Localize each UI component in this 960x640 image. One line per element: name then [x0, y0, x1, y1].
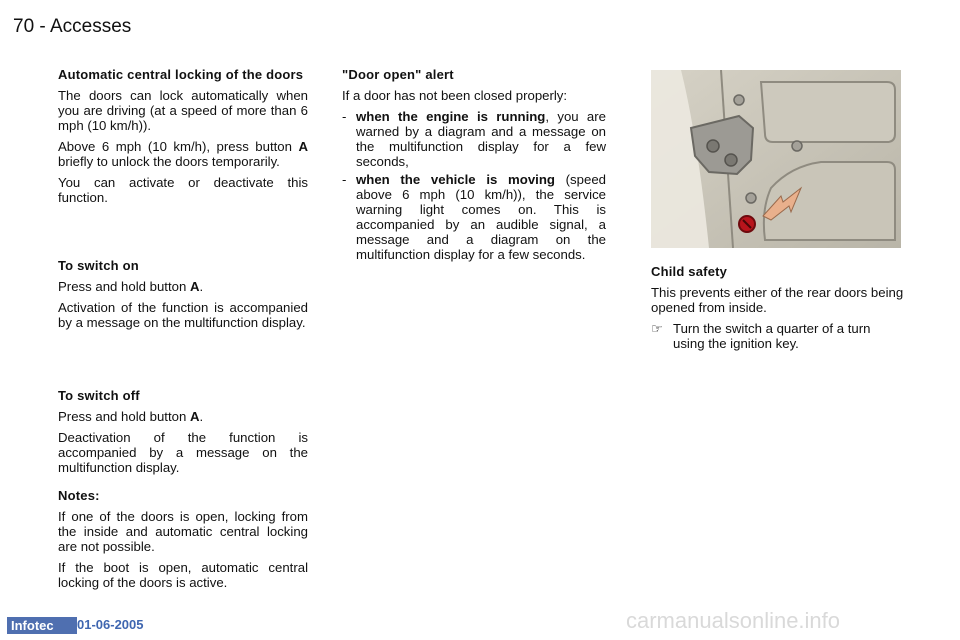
- text: , you are warned by a diagram and a message on the multifunction display for a few seconds,: [356, 109, 606, 169]
- list-item-text: [356, 109, 606, 169]
- paragraph: Deactivation of the function is accompanied by a message on the multifunction display.: [58, 430, 308, 475]
- notes-section: [58, 488, 308, 596]
- footer-date: 01-06-2005: [77, 617, 144, 632]
- dash: -: [342, 109, 347, 124]
- bold-text: when the engine is running: [356, 109, 546, 124]
- door-open-heading: "Door open" alert: [342, 67, 454, 82]
- door-open-alert-section: [342, 67, 606, 265]
- paragraph: Activation of the function is accompanied by a message on the multifunction display.: [58, 300, 308, 330]
- notes-heading: Notes:: [58, 488, 100, 503]
- list-item: [342, 172, 606, 262]
- central-locking-section: [58, 67, 308, 211]
- bold-text: when the vehicle is moving: [356, 172, 555, 187]
- paragraph: This prevents either of the rear doors being opened from inside.: [651, 285, 904, 315]
- page-title: 70 - Accesses: [13, 16, 132, 37]
- screw: [746, 193, 756, 203]
- list-item-text: Turn the switch a quarter of a turn using the ignition key.: [673, 321, 871, 351]
- screw: [792, 141, 802, 151]
- screw: [725, 154, 737, 166]
- footer-brand-badge: [7, 617, 77, 634]
- switch-on-section: [58, 258, 308, 336]
- watermark: carmanualsonline.info: [626, 608, 841, 633]
- text: Above 6 mph (10 km/h), press button: [58, 139, 292, 154]
- footer-brand: Infotec: [11, 618, 54, 633]
- pointing-hand-icon: ☞: [651, 321, 663, 336]
- list-item: [342, 109, 606, 169]
- paragraph: The doors can lock automatically when you are driving (at a speed of more than 6 mph (10 km/h)).: [58, 88, 308, 133]
- upper-recess: [761, 82, 895, 142]
- text: (speed above 6 mph (10 km/h)), the service warning light comes on. This is accompanied by an audible signal, a message and a diagram on the multifunction display for a few seconds.: [356, 172, 606, 262]
- paragraph: [58, 279, 308, 294]
- button-a-ref: A: [298, 139, 308, 154]
- text: briefly to unlock the doors temporarily.: [58, 154, 280, 169]
- text: .: [199, 409, 204, 424]
- switch-off-heading: To switch off: [58, 388, 140, 403]
- button-a-ref: A: [189, 409, 200, 424]
- dash: -: [342, 172, 347, 187]
- paragraph: If the boot is open, automatic central locking of the doors is active.: [58, 560, 308, 590]
- paragraph: [58, 139, 308, 169]
- screw: [707, 140, 719, 152]
- central-locking-heading: Automatic central locking of the doors: [58, 67, 304, 82]
- child-safety-heading: Child safety: [651, 264, 728, 279]
- switch-off-section: [58, 388, 308, 481]
- button-a-ref: A: [189, 279, 200, 294]
- paragraph: [58, 409, 308, 424]
- child-safety-section: [651, 264, 905, 354]
- switch-on-heading: To switch on: [58, 258, 139, 273]
- paragraph: You can activate or deactivate this function.: [58, 175, 308, 205]
- text: Press and hold button: [58, 409, 187, 424]
- screw: [734, 95, 744, 105]
- paragraph: If a door has not been closed properly:: [342, 88, 568, 103]
- paragraph: If one of the doors is open, locking from the inside and automatic central locking are not possible.: [58, 509, 308, 554]
- text: .: [199, 279, 204, 294]
- list-item: [651, 321, 905, 351]
- door-child-lock-photo: [651, 70, 901, 248]
- text: Press and hold button: [58, 279, 187, 294]
- list-item-text: [356, 172, 606, 262]
